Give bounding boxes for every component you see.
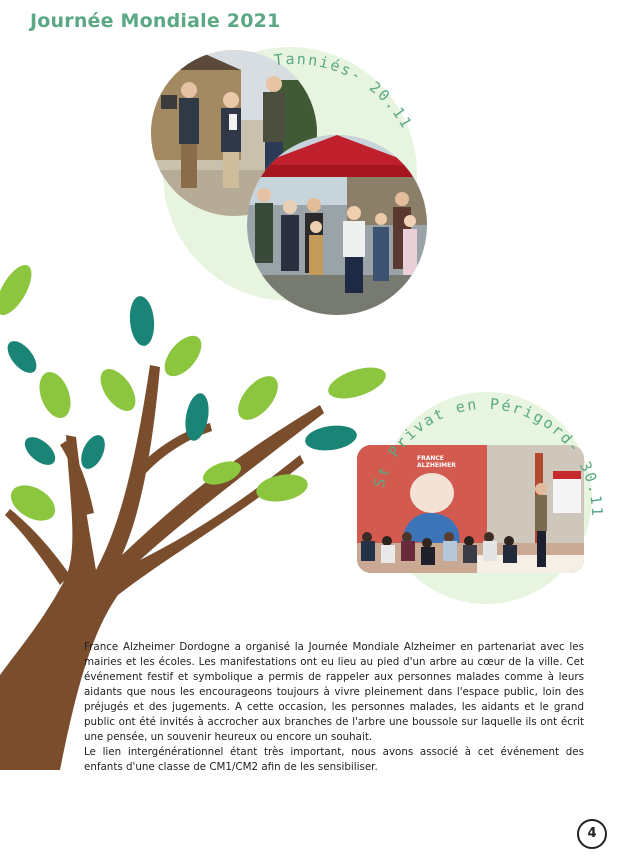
event-label-tannies-text	[273, 50, 416, 133]
event-label-stprivat-text	[370, 395, 606, 518]
article-paragraph-2: Le lien intergénérationnel étant très important, nous avons associé à cet événement des enfants d'une classe de CM1/CM2 afin de les sensibiliser.	[84, 746, 584, 773]
page-title: Journée Mondiale 2021	[30, 10, 281, 32]
event-label-tannies: Tanniés- 20.11	[273, 49, 417, 133]
banner-brand-line1: FRANCE	[417, 455, 444, 462]
event-label-stprivat: St Privat en Périgord- 30.11	[369, 394, 607, 518]
banner-brand-line2: ALZHEIMER	[417, 462, 456, 469]
article-paragraph-1: France Alzheimer Dordogne a organisé la Journée Mondiale Alzheimer en partenariat avec les mairies et les écoles. Les manifestations ont eu lieu au pied d'un arbre au cœur de la ville. Cet événement festif et symbolique a permis de rappeler aux personnes malades comme à leurs aidants que nous les encourageons toujours à vivre pleinement dans l'espace public, loin des préjugés et des jugements. A cette occasion, les personnes malades, les aidants et le grand public ont été invités à accrocher aux branches de l'arbre une boussole sur laquelle ils ont écrit une pensée, un souvenir heureux ou encore un souhait.	[84, 641, 584, 743]
article-body	[84, 640, 584, 775]
page-number: 4	[577, 819, 607, 849]
